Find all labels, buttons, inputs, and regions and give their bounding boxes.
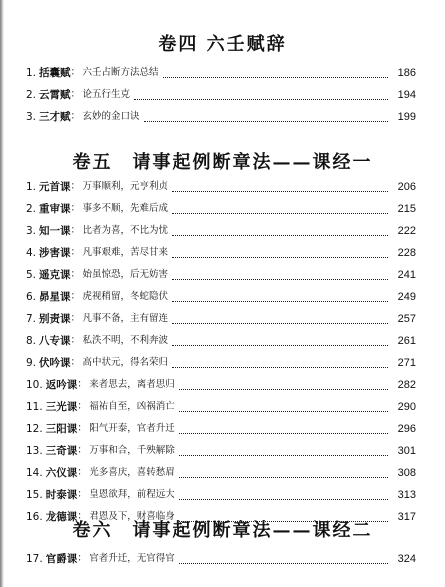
toc-entry[interactable] — [26, 264, 416, 286]
entry-number: 6. — [26, 291, 37, 303]
dot-leader — [172, 279, 388, 280]
entry-number: 4. — [26, 247, 37, 259]
dot-leader — [179, 411, 388, 412]
entry-description: 虎视稍留，冬蛇隐伏 — [82, 291, 169, 302]
entry-colon: ： — [77, 511, 88, 522]
page-number: 261 — [397, 335, 416, 347]
entry-colon: ： — [77, 445, 88, 456]
toc-entry[interactable] — [26, 418, 416, 440]
entry-colon: ： — [70, 247, 81, 258]
chapter-title: 卷六 请事起例断章法——课经二 — [72, 520, 373, 541]
entry-colon: ： — [70, 225, 81, 236]
entry-description: 光多喜庆，喜转愁眉 — [89, 467, 175, 478]
entry-name: 龙德课 — [45, 511, 78, 523]
toc-entry[interactable] — [26, 352, 416, 374]
toc-entry[interactable] — [26, 548, 416, 570]
toc-entry[interactable] — [26, 62, 416, 84]
toc-entry[interactable] — [26, 242, 416, 264]
toc-entry[interactable] — [26, 484, 416, 506]
dot-leader — [172, 191, 388, 192]
entry-number: 11. — [26, 401, 43, 413]
entry-description: 来者思去，离者思归 — [89, 379, 175, 390]
dot-leader — [144, 121, 388, 122]
entry-description: 比者为喜，不比为忧 — [82, 225, 169, 236]
entry-description: 论五行生克 — [82, 89, 131, 100]
entry-description: 六壬占断方法总结 — [82, 67, 159, 78]
toc-entry[interactable] — [26, 330, 416, 352]
toc-entry[interactable] — [26, 440, 416, 462]
entry-name: 云霄赋 — [39, 89, 71, 101]
entry-description: 福祐自至，凶祸消亡 — [89, 401, 175, 412]
entry-name: 涉害课 — [39, 247, 71, 259]
entry-description: 君恩及下，财喜临身 — [89, 511, 175, 522]
entry-colon: ： — [70, 111, 81, 122]
entry-name: 括囊赋 — [39, 67, 71, 79]
entry-colon: ： — [77, 467, 88, 478]
entry-number: 5. — [26, 269, 37, 281]
page-number: 215 — [397, 203, 416, 215]
toc-list — [26, 176, 416, 528]
book-spine-shadow — [0, 0, 4, 587]
toc-entry[interactable] — [26, 396, 416, 418]
entry-description: 阳气开泰，官者升迁 — [89, 423, 175, 434]
entry-colon: ： — [70, 89, 81, 100]
entry-name: 官爵课 — [45, 553, 78, 565]
toc-entry[interactable] — [26, 106, 416, 128]
toc-entry[interactable] — [26, 84, 416, 106]
entry-name: 三阳课 — [45, 423, 78, 435]
entry-colon: ： — [77, 401, 88, 412]
dot-leader — [172, 213, 388, 214]
entry-number: 12. — [26, 423, 43, 435]
page-number: 317 — [397, 511, 416, 523]
dot-leader — [172, 301, 388, 302]
entry-number: 2. — [26, 89, 37, 101]
dot-leader — [172, 235, 388, 236]
toc-entry[interactable] — [26, 462, 416, 484]
entry-number: 10. — [26, 379, 43, 391]
page-number: 296 — [397, 423, 416, 435]
page-number: 271 — [397, 357, 416, 369]
entry-description: 凡事不备，主有留连 — [82, 313, 169, 324]
dot-leader — [179, 477, 388, 478]
entry-name: 八专课 — [39, 335, 71, 347]
dot-leader — [172, 257, 388, 258]
dot-leader — [172, 367, 388, 368]
entry-description: 始虽惊恐，后无妨害 — [82, 269, 169, 280]
entry-colon: ： — [77, 489, 88, 500]
entry-number: 3. — [26, 111, 37, 123]
entry-number: 13. — [26, 445, 43, 457]
entry-number: 8. — [26, 335, 37, 347]
entry-description: 凡事艰难，苦尽甘来 — [82, 247, 169, 258]
entry-colon: ： — [70, 335, 81, 346]
entry-colon: ： — [70, 203, 81, 214]
toc-entry[interactable] — [26, 176, 416, 198]
entry-number: 14. — [26, 467, 43, 479]
chapter-title: 卷五 请事起例断章法——课经一 — [72, 152, 373, 173]
entry-number: 1. — [26, 67, 37, 79]
page-number: 324 — [397, 553, 416, 565]
dot-leader — [163, 77, 388, 78]
page-number: 282 — [397, 379, 416, 391]
entry-name: 三才赋 — [39, 111, 71, 123]
page-number: 308 — [397, 467, 416, 479]
entry-name: 知一课 — [39, 225, 71, 237]
dot-leader — [134, 99, 388, 100]
chapter-title: 卷四 六壬赋辞 — [158, 34, 287, 55]
page-number: 290 — [397, 401, 416, 413]
page-number: 222 — [397, 225, 416, 237]
entry-colon: ： — [70, 181, 81, 192]
entry-name: 返吟课 — [45, 379, 78, 391]
toc-list — [26, 548, 416, 570]
entry-description: 高中状元，得名荣归 — [82, 357, 169, 368]
entry-description: 万事和合，千殃解除 — [89, 445, 175, 456]
entry-name: 三光课 — [45, 401, 78, 413]
toc-entry[interactable] — [26, 286, 416, 308]
page-number: 228 — [397, 247, 416, 259]
toc-entry[interactable] — [26, 308, 416, 330]
entry-name: 重审课 — [39, 203, 71, 215]
entry-number: 9. — [26, 357, 37, 369]
toc-list — [26, 62, 416, 128]
entry-name: 伏吟课 — [39, 357, 71, 369]
dot-leader — [179, 433, 388, 434]
dot-leader — [179, 389, 388, 390]
page-number: 301 — [397, 445, 416, 457]
entry-name: 时泰课 — [45, 489, 78, 501]
entry-colon: ： — [77, 423, 88, 434]
entry-colon: ： — [70, 67, 81, 78]
page-number: 186 — [397, 67, 416, 79]
entry-description: 事多不顺，先难后成 — [82, 203, 169, 214]
entry-number: 15. — [26, 489, 43, 501]
page-number: 241 — [397, 269, 416, 281]
entry-name: 六仪课 — [45, 467, 78, 479]
dot-leader — [172, 323, 388, 324]
entry-colon: ： — [70, 357, 81, 368]
entry-description: 官者升迁，无官得官 — [89, 553, 175, 564]
entry-name: 元首课 — [39, 181, 71, 193]
dot-leader — [172, 345, 388, 346]
toc-entry[interactable] — [26, 220, 416, 242]
entry-name: 昴星课 — [39, 291, 71, 303]
entry-number: 3. — [26, 225, 37, 237]
entry-description: 万事顺利，元亨利贞 — [82, 181, 169, 192]
entry-description: 私泆不明，不利奔波 — [82, 335, 169, 346]
page-number: 199 — [397, 111, 416, 123]
page-number: 194 — [397, 89, 416, 101]
entry-number: 2. — [26, 203, 37, 215]
dot-leader — [179, 455, 388, 456]
entry-description: 玄妙的金口诀 — [82, 111, 140, 122]
entry-description: 皇恩欲拜，前程远大 — [89, 489, 175, 500]
page-number: 249 — [397, 291, 416, 303]
entry-colon: ： — [70, 291, 81, 302]
entry-colon: ： — [77, 553, 88, 564]
entry-number: 16. — [26, 511, 43, 523]
entry-name: 别责课 — [39, 313, 71, 325]
entry-number: 7. — [26, 313, 37, 325]
page-number: 313 — [397, 489, 416, 501]
dot-leader — [179, 499, 388, 500]
entry-colon: ： — [77, 379, 88, 390]
dot-leader — [179, 563, 388, 564]
page-number: 206 — [397, 181, 416, 193]
entry-colon: ： — [70, 269, 81, 280]
entry-number: 1. — [26, 181, 37, 193]
toc-entry[interactable] — [26, 198, 416, 220]
page-number: 257 — [397, 313, 416, 325]
entry-number: 17. — [26, 553, 43, 565]
toc-entry[interactable] — [26, 374, 416, 396]
entry-name: 三奇课 — [45, 445, 78, 457]
entry-colon: ： — [70, 313, 81, 324]
entry-name: 遥克课 — [39, 269, 71, 281]
